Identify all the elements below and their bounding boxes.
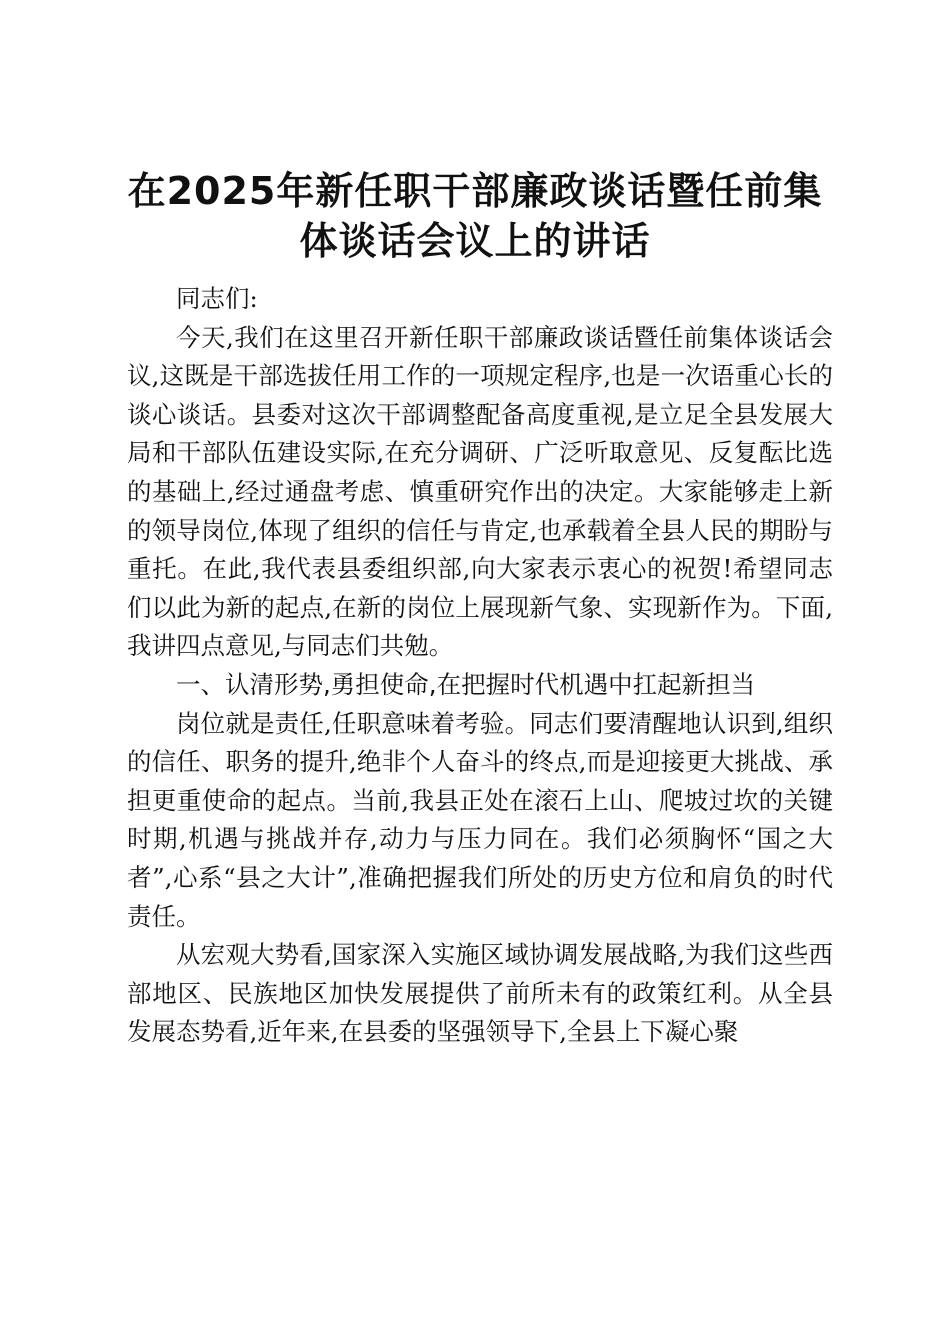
section-heading: 一、认清形势,勇担使命,在把握时代机遇中扛起新担当 bbox=[176, 669, 756, 699]
body-paragraph: 今天,我们在这里召开新任职干部廉政谈话暨任前集体谈话会议,这既是干部选拔任用工作的一项规定程序,也是一次语重心长的谈心谈话。县委对这次干部调整配备高度重视,是立足全县发展大局和干部队伍建设实际,在充分调研、广泛听取意见、反复酝比选的基础上,经过通盘考虑、慎重研究作出的决定。大家能够走上新的领导岗位,体现了组织的信任与肯定,也承载着全县人民的期盼与重托。在此,我代表县委组织部,向大家表示衷心的祝贺!希望同志们以此为新的起点,在新的岗位上展现新气象、实现新作为。下面,我讲四点意见,与同志们共勉。 bbox=[127, 322, 833, 661]
body-paragraph: 岗位就是责任,任职意味着考验。同志们要清醒地认识到,组织的信任、职务的提升,绝非个人奋斗的终点,而是迎接更大挑战、承担更重使命的起点。当前,我县正处在滚石上山、爬坡过坎的关键时期,机遇与挑战并存,动力与压力同在。我们必须胸怀“国之大者”,心系“县之大计”,准确把握我们所处的历史方位和肩负的时代责任。 bbox=[127, 708, 833, 931]
body-paragraph: 从宏观大势看,国家深入实施区域协调发展战略,为我们这些西部地区、民族地区加快发展提供了前所未有的政策红利。从全县发展态势看,近年来,在县委的坚强领导下,全县上下凝心聚 bbox=[127, 940, 833, 1047]
salutation: 同志们: bbox=[176, 284, 258, 313]
document-body bbox=[127, 280, 833, 1052]
document-title: 在2025年新任职干部廉政谈话暨任前集体谈话会议上的讲话 bbox=[127, 169, 823, 263]
